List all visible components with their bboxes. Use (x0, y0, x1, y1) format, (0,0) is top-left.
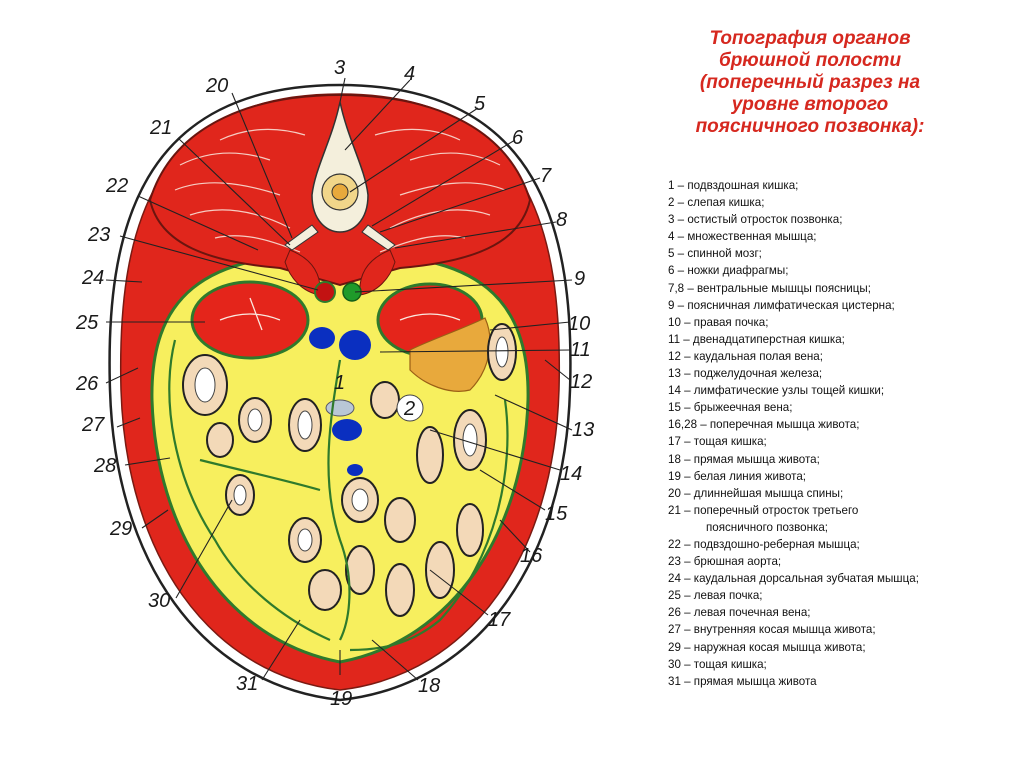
legend-item: 2 – слепая кишка; (668, 196, 765, 210)
legend-item: 18 – прямая мышца живота; (668, 452, 820, 466)
fig-label-26: 26 (76, 373, 99, 395)
fig-label-5: 5 (474, 93, 486, 115)
legend-item: 26 – левая почечная вена; (668, 606, 811, 620)
legend-item: 19 – белая линия живота; (668, 469, 806, 483)
legend-item: 4 – множественная мышца; (668, 230, 817, 244)
fig-label-27: 27 (82, 414, 105, 436)
legend-item: 23 – брюшная аорта; (668, 555, 782, 569)
fig-label-28: 28 (94, 455, 117, 477)
abdominal-aorta (315, 282, 335, 302)
legend-item: 17 – тощая кишка; (668, 435, 767, 449)
title-line: брюшной полости (718, 50, 902, 71)
legend-item: 1 – подвздошная кишка; (668, 179, 799, 192)
left-renal-vein (309, 327, 335, 349)
title-line: уровне второго (731, 94, 889, 115)
mesenteric-vein-2 (347, 464, 363, 476)
legend-item: 14 – лимфатические узлы тощей кишки; (668, 384, 885, 398)
title-line: поясничного позвонка): (695, 116, 925, 137)
legend-item: 13 – поджелудочная железа; (668, 367, 823, 381)
fig-label-13: 13 (572, 419, 595, 441)
fig-label-16: 16 (520, 545, 543, 567)
legend-item: 29 – наружная косая мышца живота; (668, 640, 866, 654)
fig-label-8: 8 (556, 209, 568, 231)
title-line: (поперечный разрез на (699, 72, 921, 93)
fig-label-11: 11 (570, 339, 591, 361)
legend-item: 6 – ножки диафрагмы; (668, 264, 789, 278)
fig-label-29: 29 (110, 518, 133, 540)
fig-label-10: 10 (568, 313, 591, 335)
fig-label-25: 25 (76, 312, 99, 334)
left-kidney (192, 282, 308, 358)
title-line: Топография органов (709, 28, 911, 49)
fig-label-2: 2 (404, 398, 416, 420)
legend-item: 31 – прямая мышца живота (668, 674, 817, 688)
fig-label-31: 31 (236, 673, 259, 695)
lymph-node-1 (326, 400, 354, 416)
legend-item: 5 – спинной мозг; (668, 247, 762, 261)
fig-label-30: 30 (148, 590, 171, 612)
legend-item: 7,8 – вентральные мышцы поясницы; (668, 281, 871, 295)
mesenteric-vein-1 (332, 419, 362, 441)
figure-title (660, 28, 960, 138)
fig-label-24: 24 (82, 267, 105, 289)
legend-item: 21 – поперечный отросток третьего (668, 503, 859, 517)
fig-label-4: 4 (404, 63, 416, 85)
legend-item: 27 – внутренняя косая мышца живота; (668, 623, 876, 637)
fig-label-7: 7 (540, 165, 552, 187)
fig-label-17: 17 (488, 609, 511, 631)
legend-item: 10 – правая почка; (668, 315, 769, 329)
caudal-vena-cava (339, 330, 371, 360)
fig-label-14: 14 (560, 463, 583, 485)
legend-item: 22 – подвздошно-реберная мышца; (668, 537, 860, 551)
legend-list (668, 177, 1013, 690)
fig-label-15: 15 (545, 503, 568, 525)
legend-item: 11 – двенадцатиперстная кишка; (668, 332, 845, 346)
fig-label-6: 6 (512, 127, 524, 149)
fig-label-23: 23 (88, 224, 111, 246)
legend-item: 24 – каудальная дорсальная зубчатая мышца; (668, 572, 919, 586)
legend-item: поясничного позвонка; (706, 520, 829, 534)
legend-item: 3 – остистый отросток позвонка; (668, 213, 843, 227)
legend-item: 15 – брыжеечная вена; (668, 401, 793, 415)
legend-item: 9 – поясничная лимфатическая цистерна; (668, 298, 895, 312)
fig-label-9: 9 (574, 268, 586, 290)
fig-label-3: 3 (334, 57, 346, 79)
legend-item: 30 – тощая кишка; (668, 657, 767, 671)
fig-label-18: 18 (418, 675, 441, 697)
fig-label-20: 20 (206, 75, 229, 97)
fig-label-12: 12 (570, 371, 593, 393)
fig-label-22: 22 (106, 175, 129, 197)
legend-item: 12 – каудальная полая вена; (668, 349, 823, 363)
fig-label-19: 19 (330, 688, 353, 710)
legend-item: 16,28 – поперечная мышца живота; (668, 418, 860, 432)
legend-item: 20 – длиннейшая мышца спины; (668, 486, 844, 500)
legend-item: 25 – левая почка; (668, 589, 763, 603)
fig-label-1: 1 (334, 372, 346, 394)
fig-label-21: 21 (150, 117, 173, 139)
